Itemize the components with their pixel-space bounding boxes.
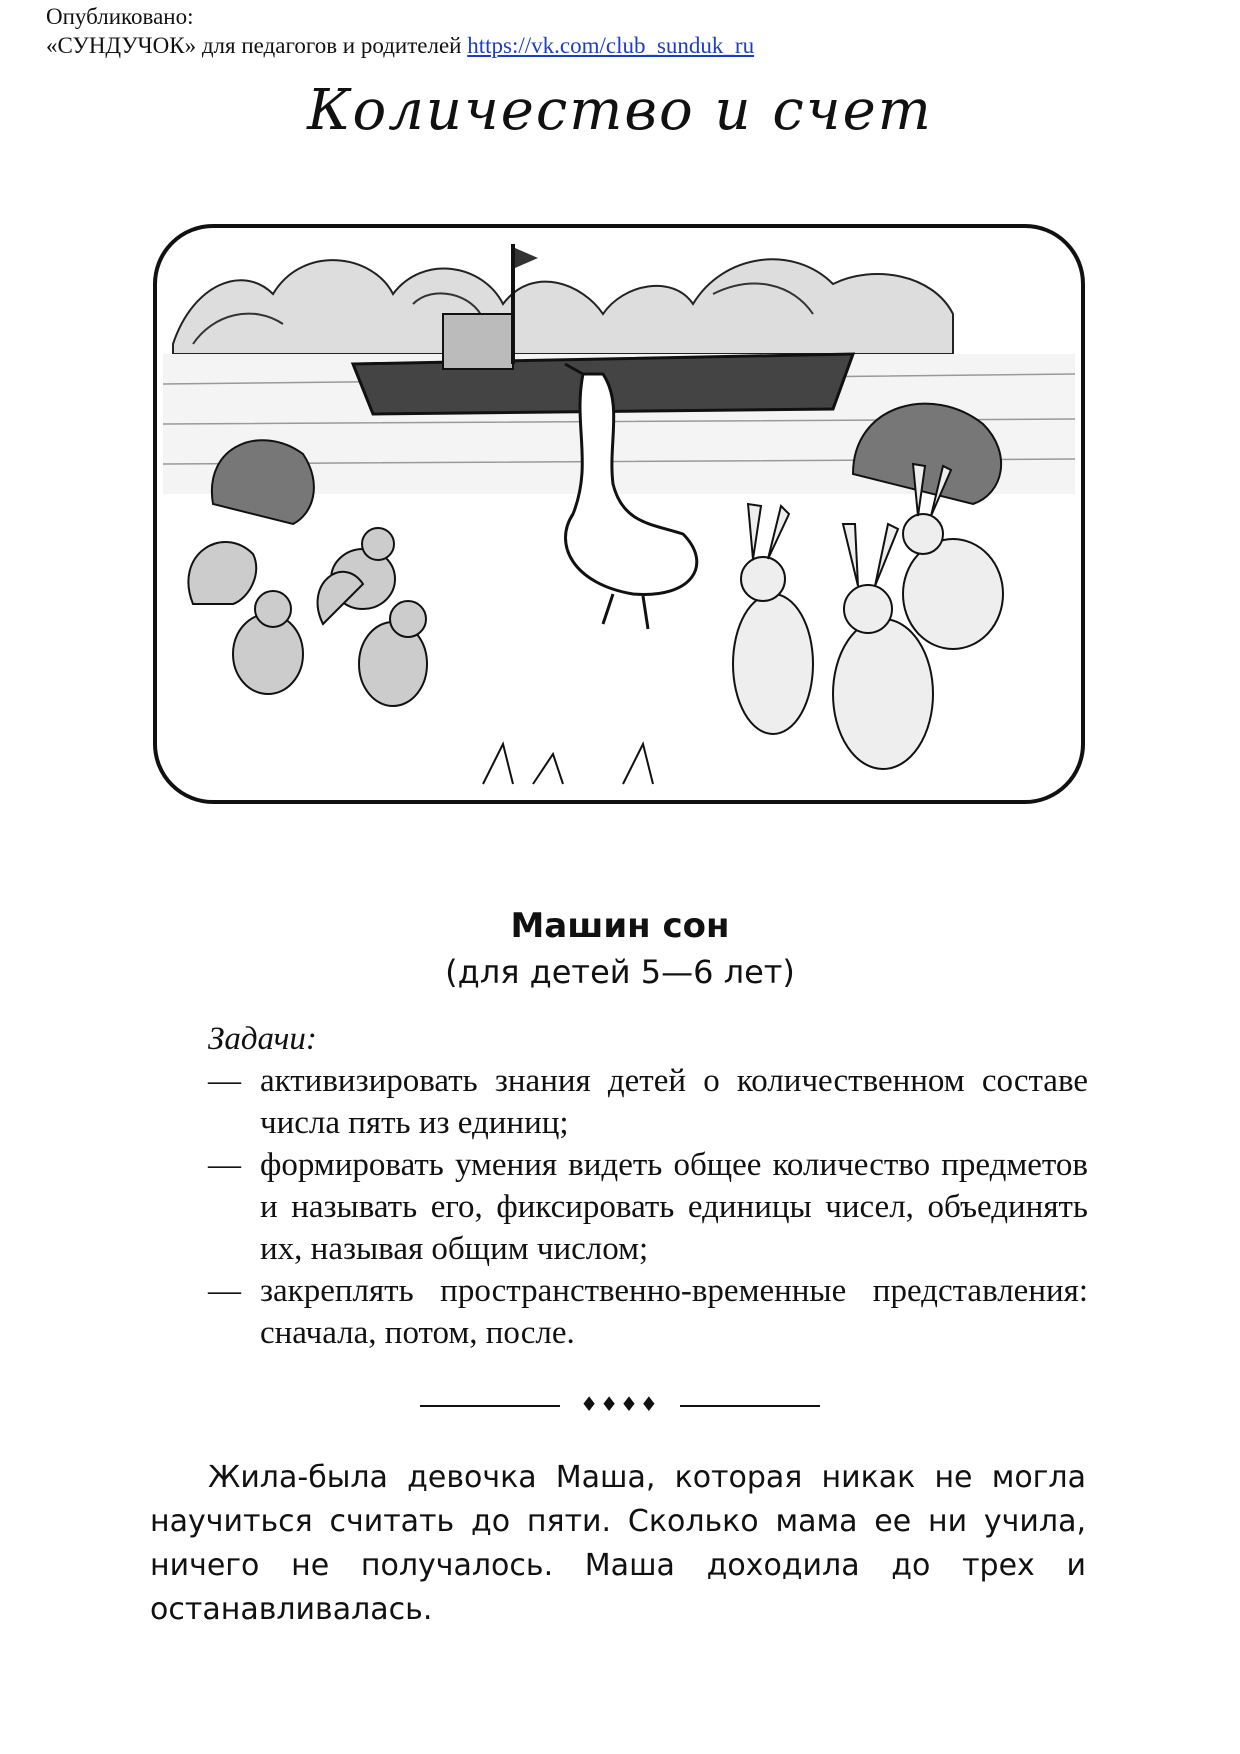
tasks-label: Задачи: [208, 1021, 317, 1057]
story-title: Машин сон [510, 906, 730, 946]
publisher-link[interactable]: https://vk.com/club_sunduk_ru [467, 33, 755, 58]
task-dash: — [208, 1147, 241, 1183]
divider-line-left [420, 1405, 560, 1407]
task-text: закреплять пространственно-временные представления: сначала, потом, после. [260, 1273, 1088, 1351]
ornament-divider [0, 1392, 1240, 1416]
tasks-section [208, 1018, 1088, 1354]
divider-line-right [680, 1405, 820, 1407]
task-dash: — [208, 1273, 241, 1309]
task-text: формировать умения видеть общее количество предметов и называть его, фиксировать единицы чисел, объединять их, называя общим числом; [260, 1147, 1088, 1267]
publisher-text: «СУНДУЧОК» для педагогов и родителей [46, 33, 462, 58]
story-subtitle: (для детей 5—6 лет) [445, 953, 795, 991]
task-item [208, 1144, 1088, 1270]
task-item [208, 1270, 1088, 1354]
divider-ornament: ♦♦♦♦ [580, 1392, 660, 1416]
publisher-line [46, 31, 754, 60]
task-text: активизировать знания детей о количественном составе числа пять из единиц; [260, 1063, 1088, 1141]
publication-header [46, 2, 754, 60]
published-label: Опубликовано: [46, 4, 194, 29]
lake-boat-goose-squirrels-hares-illustration [153, 224, 1085, 804]
task-dash: — [208, 1063, 241, 1099]
task-item [208, 1060, 1088, 1144]
story-body-text: Жила-была девочка Маша, которая никак не могла научиться считать до пяти. Сколько мама ее ни учила, ничего не получалось. Маша доходила до трех и останавливалась. [150, 1460, 1086, 1627]
page-title: Количество и счет [307, 78, 933, 143]
